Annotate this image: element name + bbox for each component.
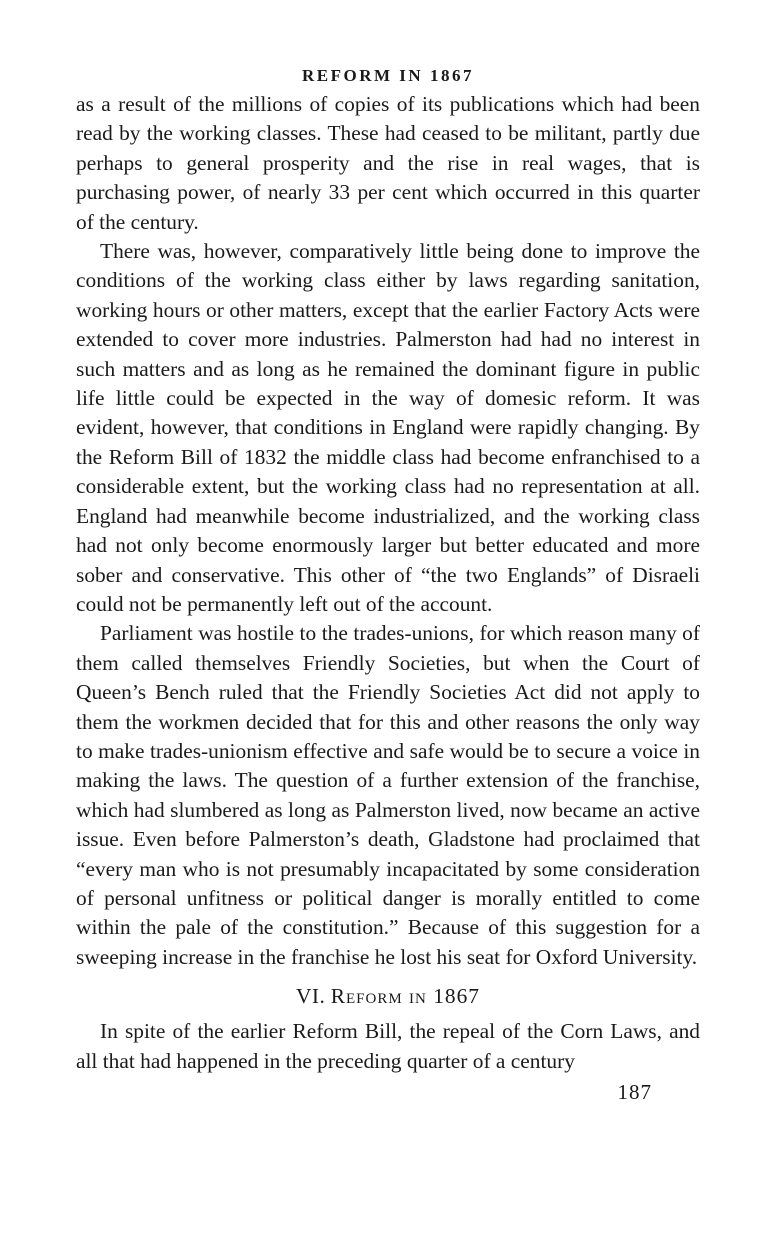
- page-number: 187: [617, 1080, 652, 1104]
- book-page: [76, 62, 700, 1106]
- section-title: Reform in 1867: [330, 984, 481, 1009]
- section-number: VI.: [295, 984, 326, 1009]
- body-text: [76, 90, 700, 1076]
- paragraph-3: Parliament was hostile to the trades-unions, for which reason many of them called themselves Friendly Societies, but when the Court of Queen’s Bench ruled that the Friendly Societies Act did not apply to them the workmen decided that for this and other reasons the only way to make trades-unionism effective and safe would be to secure a voice in making the laws. The question of a further extension of the franchise, which had slumbered as long as Palmerston lived, now became an active issue. Even before Palmerston’s death, Gladstone had proclaimed that “every man who is not presumably incapacitated by some consideration of personal unfitness or political danger is morally entitled to come within the pale of the constitution.” Because of this suggestion for a sweeping increase in the franchise he lost his seat for Oxford University.: [76, 621, 700, 969]
- paragraph-2: There was, however, comparatively little being done to improve the conditions of the working class either by laws regarding sanitation, working hours or other matters, except that the earlier Factory Acts were extended to cover more industries. Palmerston had had no interest in such matters and as long as he remained the dominant figure in public life little could be expected in the way of domesic reform. It was evident, however, that conditions in England were rapidly changing. By the Reform Bill of 1832 the middle class had become enfranchised to a considerable extent, but the working class had no representation at all. England had meanwhile become industrialized, and the working class had not only become enormously larger but better educated and more sober and conservative. This other of “the two Englands” of Disraeli could not be permanently left out of the account.: [76, 239, 700, 616]
- paragraph-1: as a result of the millions of copies of its publications which had been read by the working classes. These had ceased to be militant, partly due perhaps to general prosperity and the rise in real wages, that is purchasing power, of nearly 33 per cent which occurred in this quarter of the century.: [76, 92, 700, 234]
- paragraph-4: In spite of the earlier Reform Bill, the repeal of the Corn Laws, and all that had happened in the preceding quarter of a century: [76, 1019, 700, 1073]
- section-heading: [76, 982, 700, 1011]
- running-head: REFORM IN 1867: [302, 66, 474, 85]
